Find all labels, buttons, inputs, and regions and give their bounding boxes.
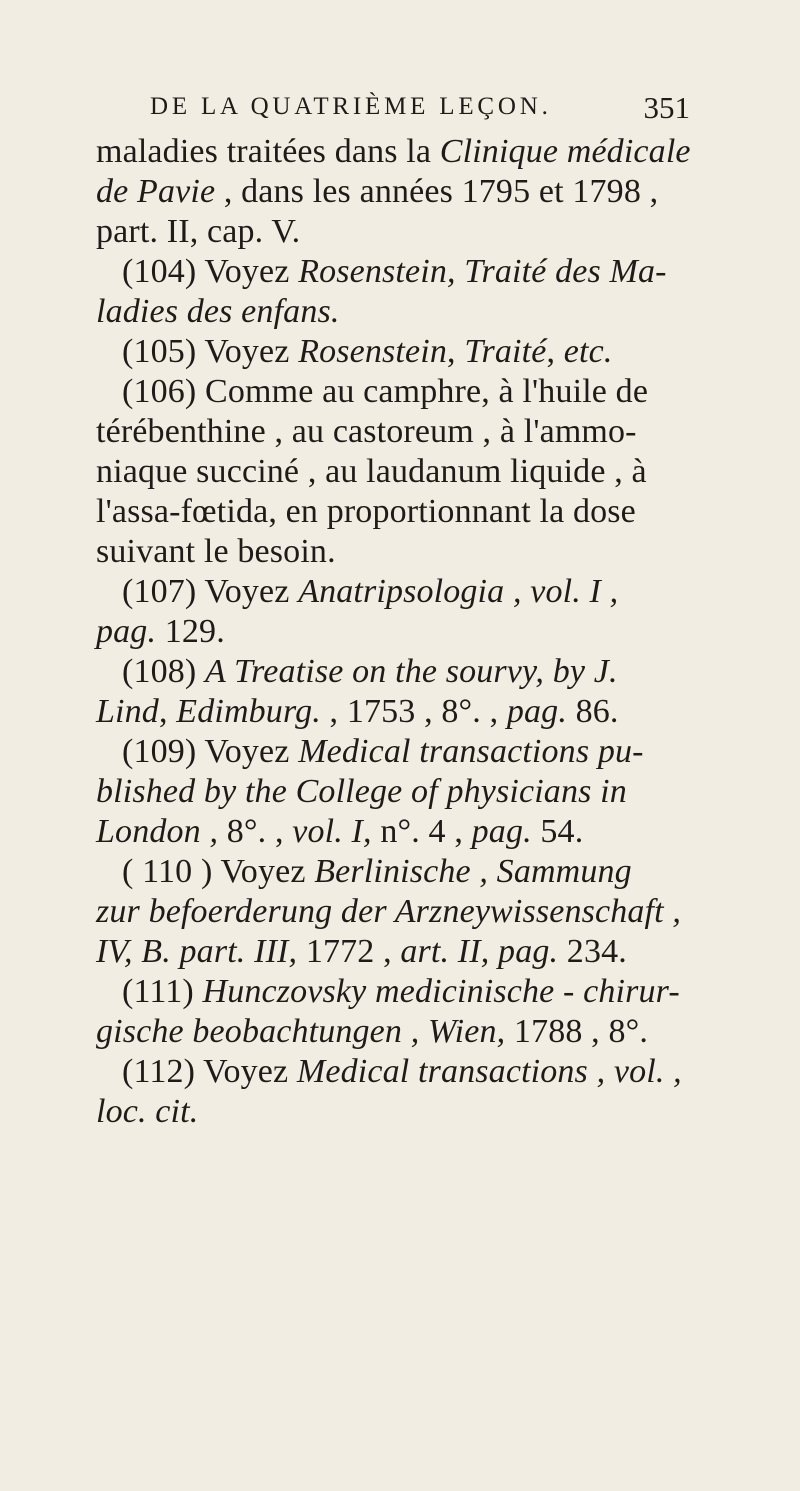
- text-segment: 54.: [531, 813, 584, 850]
- text-line: [96, 452, 647, 492]
- text-segment: ,: [546, 333, 564, 370]
- note-112: [122, 1052, 682, 1092]
- note-108: [122, 652, 618, 692]
- italic-text-segment: Edimburg.: [176, 693, 321, 730]
- italic-text-segment: pag.: [471, 813, 532, 850]
- italic-text-segment: loc. cit.: [96, 1093, 199, 1130]
- text-line: [96, 812, 583, 852]
- italic-text-segment: Medical transactions , vol. ,: [296, 1053, 682, 1090]
- text-segment: térébenthine , au castoreum , à l'ammo-: [96, 413, 637, 450]
- text-segment: 1772 ,: [297, 933, 401, 970]
- text-segment: ,: [158, 693, 177, 730]
- italic-text-segment: Rosenstein, Traité des Ma-: [298, 253, 667, 290]
- text-segment: ( 110 ) Voyez: [122, 853, 315, 890]
- note-106: [122, 372, 648, 412]
- italic-text-segment: A Treatise on the sourvy, by J.: [205, 653, 618, 690]
- italic-text-segment: vol. I,: [292, 813, 372, 850]
- text-line: [96, 172, 658, 212]
- italic-text-segment: Traité: [464, 333, 547, 370]
- italic-text-segment: blished by the College of physicians in: [96, 773, 627, 810]
- text-segment: suivant le besoin.: [96, 533, 336, 570]
- text-segment: 129.: [156, 613, 225, 650]
- text-segment: (112) Voyez: [122, 1053, 297, 1090]
- text-segment: , 1753 , 8°. ,: [320, 693, 507, 730]
- text-segment: (108): [122, 653, 206, 690]
- text-segment: 1788 , 8°.: [505, 1013, 649, 1050]
- text-segment: part. II, cap. V.: [96, 213, 301, 250]
- italic-text-segment: IV, B. part. III,: [96, 933, 298, 970]
- italic-text-segment: gische beobachtungen , Wien,: [96, 1013, 506, 1050]
- italic-text-segment: de Pavie: [96, 173, 216, 210]
- text-segment: (105) Voyez: [122, 333, 299, 370]
- text-segment: 8°. ,: [218, 813, 293, 850]
- text-segment: 234.: [558, 933, 627, 970]
- text-segment: (106) Comme au camphre, à l'huile de: [122, 373, 649, 410]
- text-line: [96, 1012, 648, 1052]
- text-line: [96, 692, 619, 732]
- italic-text-segment: etc.: [563, 333, 613, 370]
- page-number: 351: [643, 90, 690, 125]
- italic-text-segment: Hunczovsky medicinische - chirur-: [202, 973, 680, 1010]
- text-segment: 86.: [566, 693, 619, 730]
- italic-text-segment: art. II, pag.: [400, 933, 559, 970]
- note-105: [122, 332, 613, 372]
- text-line: [96, 292, 340, 332]
- text-line: [96, 492, 636, 532]
- text-segment: n°. 4 ,: [371, 813, 472, 850]
- text-segment: , dans les années 1795 et 1798 ,: [215, 173, 659, 210]
- text-segment: maladies traitées dans la: [96, 133, 440, 170]
- text-line: [96, 932, 627, 972]
- text-line: [96, 612, 225, 652]
- italic-text-segment: zur befoerderung der Arzneywissenschaft ,: [96, 893, 682, 930]
- italic-text-segment: London ,: [96, 813, 219, 850]
- text-line: [96, 1092, 198, 1132]
- page-header: [150, 92, 690, 132]
- text-segment: (104) Voyez: [122, 253, 299, 290]
- note-104: [122, 252, 667, 292]
- note-111: [122, 972, 680, 1012]
- text-line: [96, 532, 336, 572]
- text-segment: (109) Voyez: [122, 733, 299, 770]
- text-line: [96, 132, 691, 172]
- italic-text-segment: pag.: [96, 613, 157, 650]
- italic-text-segment: ladies des enfans.: [96, 293, 340, 330]
- italic-text-segment: Clinique médicale: [439, 133, 691, 170]
- note-107: [122, 572, 618, 612]
- italic-text-segment: Medical transactions pu-: [298, 733, 644, 770]
- text-line: [96, 412, 637, 452]
- note-110: [122, 852, 632, 892]
- text-line: [96, 212, 300, 252]
- note-109: [122, 732, 644, 772]
- text-segment: l'assa-fœtida, en proportionnant la dose: [96, 493, 636, 530]
- running-head: DE LA QUATRIÈME LEÇON.: [150, 93, 552, 120]
- text-segment: niaque succiné , au laudanum liquide , à: [96, 453, 647, 490]
- text-line: [96, 892, 681, 932]
- text-segment: (111): [122, 973, 203, 1010]
- text-segment: ,: [447, 333, 465, 370]
- italic-text-segment: pag.: [506, 693, 567, 730]
- text-segment: (107) Voyez: [122, 573, 299, 610]
- italic-text-segment: Anatripsologia , vol. I ,: [298, 573, 619, 610]
- italic-text-segment: Lind: [96, 693, 159, 730]
- italic-text-segment: Rosenstein: [298, 333, 447, 370]
- italic-text-segment: Berlinische , Sammung: [314, 853, 632, 890]
- text-line: [96, 772, 627, 812]
